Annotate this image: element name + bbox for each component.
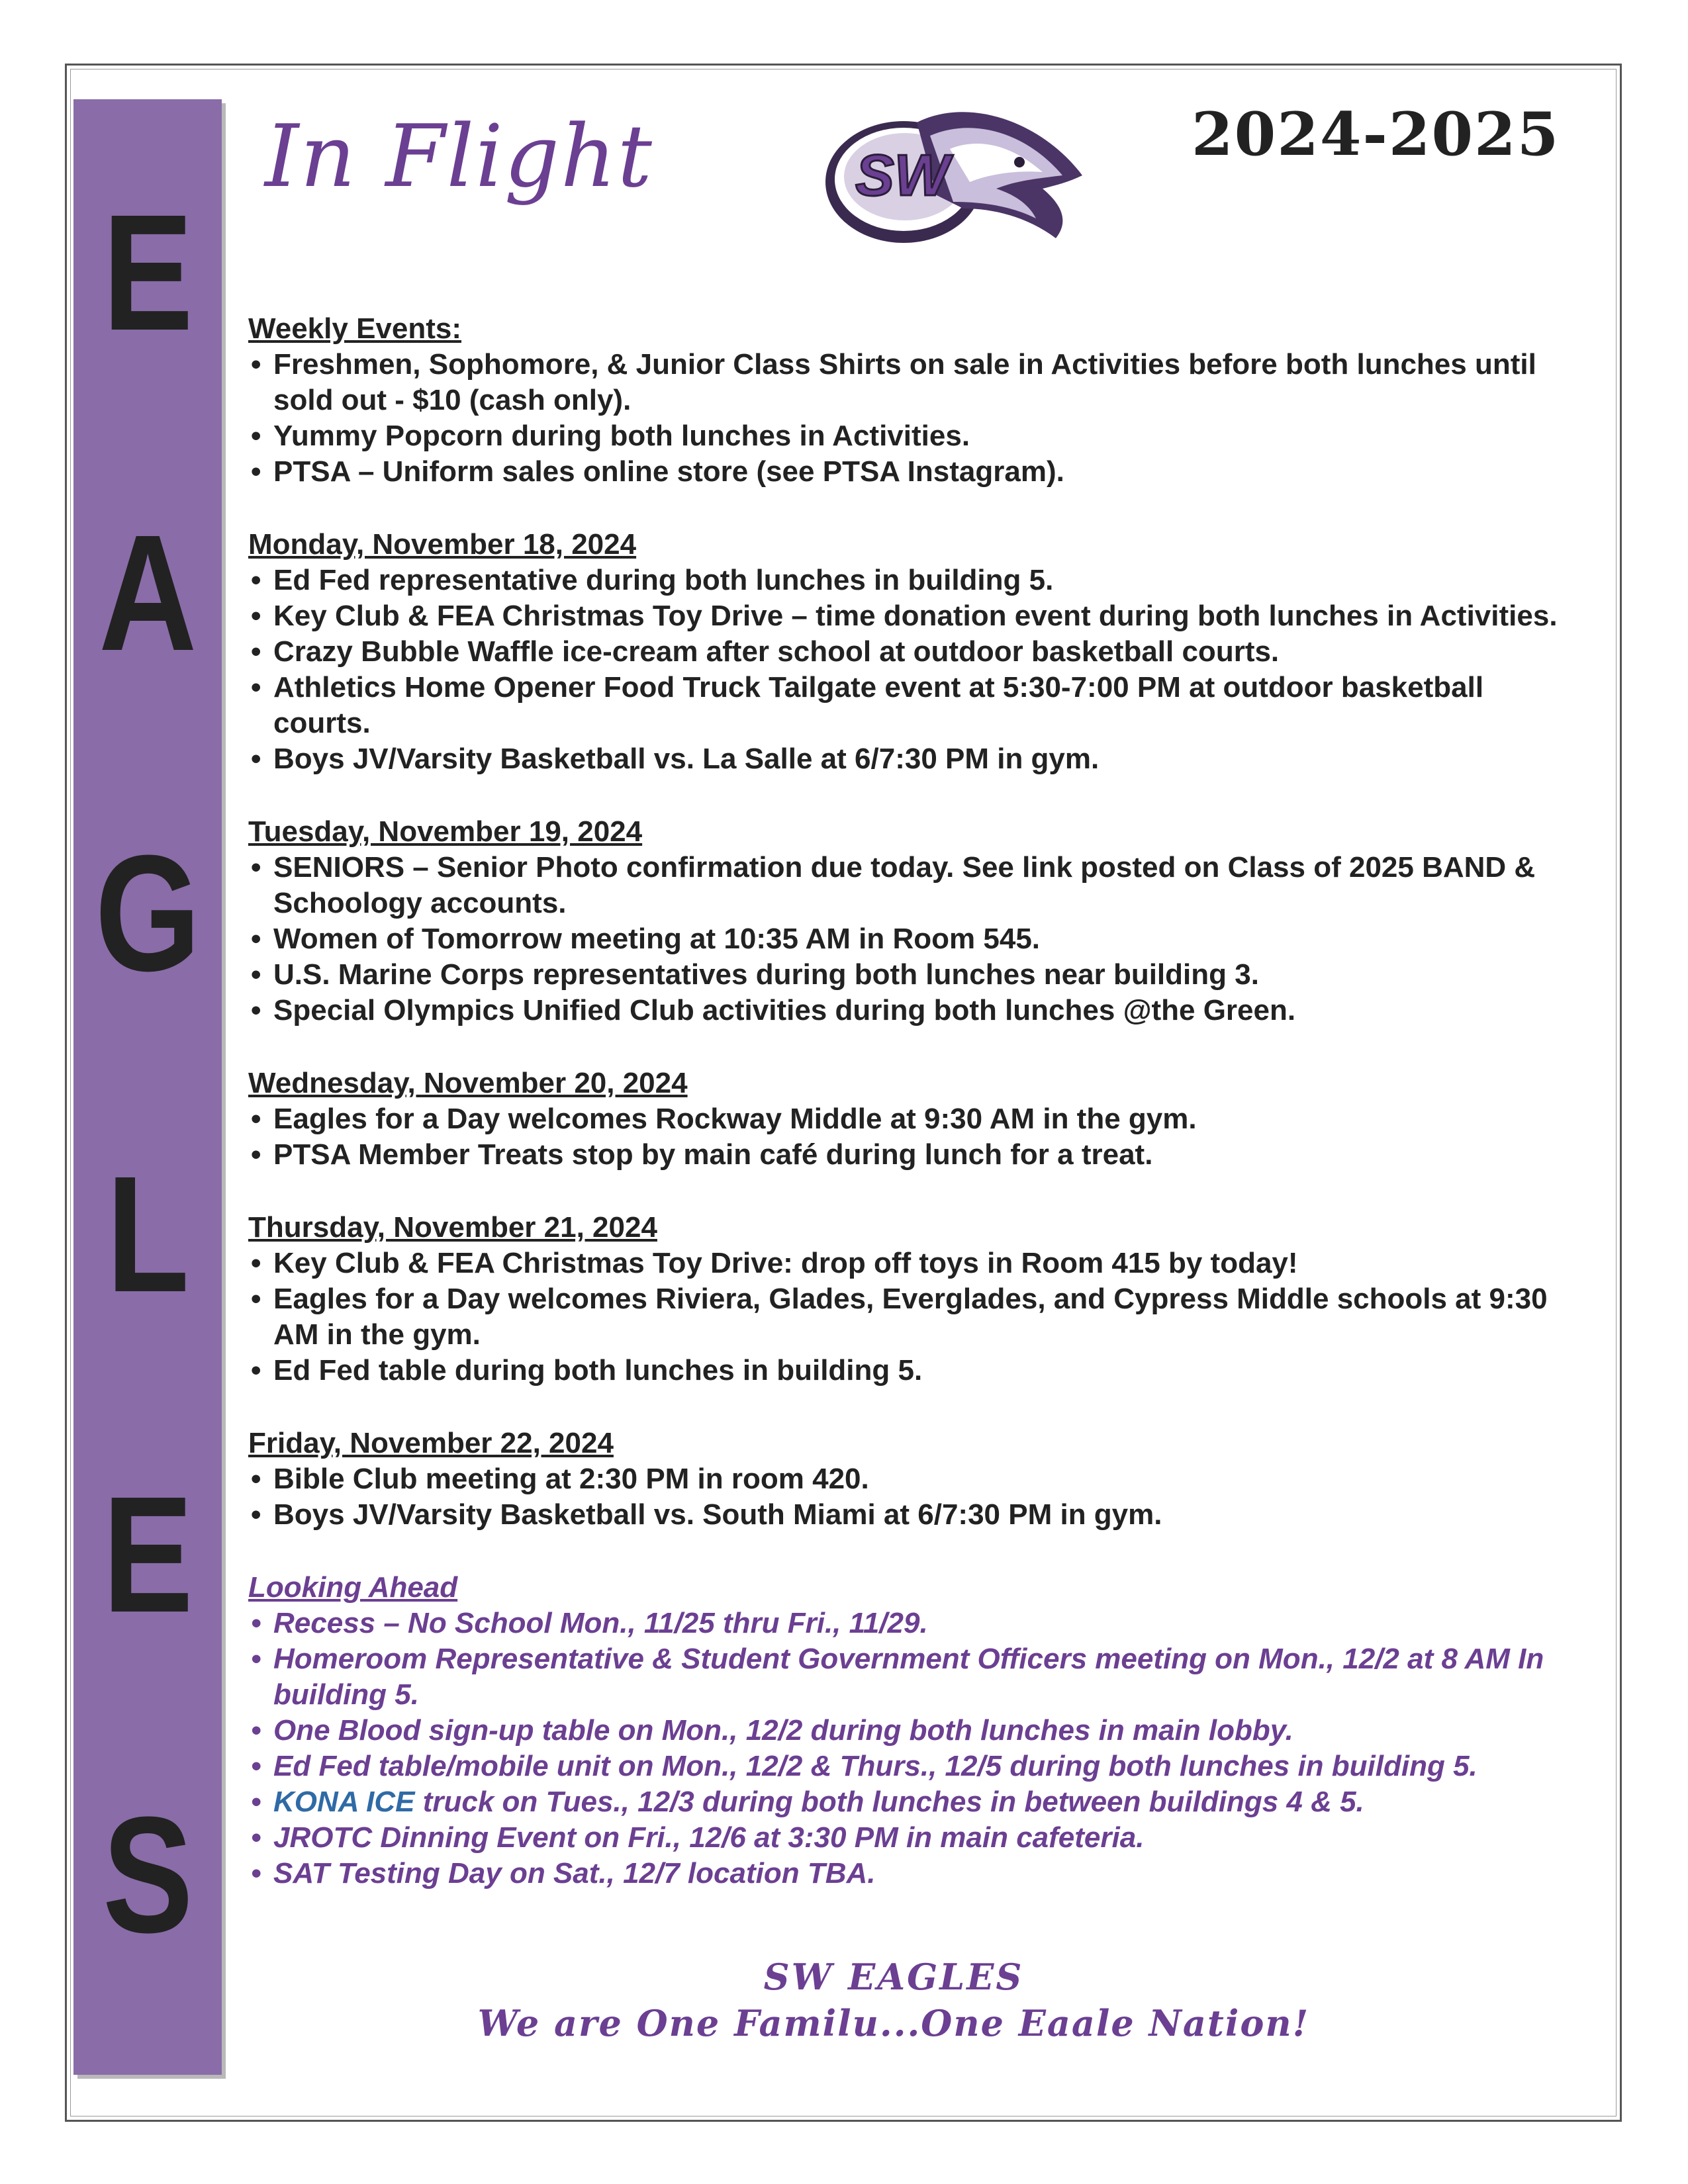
footer-title: SW EAGLES	[763, 1956, 1024, 1998]
section-heading: Wednesday, November 20, 2024	[248, 1067, 688, 1099]
list-item: • Athletics Home Opener Food Truck Tailgate event at 5:30-7:00 PM at outdoor basketball courts.	[251, 671, 1484, 739]
sidebar-letter: S	[102, 1782, 193, 1967]
newsletter-title: In Flight	[265, 106, 653, 206]
list-item: • U.S. Marine Corps representatives during both lunches near building 3.	[251, 958, 1259, 991]
list-item: • Key Club & FEA Christmas Toy Drive: drop off toys in Room 415 by today!	[251, 1247, 1298, 1279]
sidebar-letter: A	[98, 500, 197, 686]
list-item: • Key Club & FEA Christmas Toy Drive – time donation event during both lunches in Activities.	[251, 600, 1558, 632]
section-tuesday	[248, 814, 1566, 1028]
section-friday	[248, 1426, 1566, 1533]
list-item: • Freshmen, Sophomore, & Junior Class Shirts on sale in Activities before both lunches until sold out - $10 (cash only).	[251, 348, 1536, 416]
list-item: • KONA ICE truck on Tues., 12/3 during both lunches in between buildings 4 & 5.	[251, 1786, 1364, 1818]
list-item: • Special Olympics Unified Club activities during both lunches @the Green.	[251, 994, 1296, 1026]
list-item: • PTSA Member Treats stop by main café during lunch for a treat.	[251, 1138, 1153, 1171]
sidebar-letter: G	[95, 821, 201, 1006]
list-item: • SAT Testing Day on Sat., 12/7 location TBA.	[251, 1857, 876, 1889]
events-content	[248, 311, 1566, 1929]
list-item: • Ed Fed table during both lunches in building 5.	[251, 1354, 923, 1387]
section-heading: Thursday, November 21, 2024	[248, 1211, 657, 1244]
list-item: • Homeroom Representative & Student Government Officers meeting on Mon., 12/2 at 8 AM In building 5.	[251, 1643, 1544, 1711]
list-item: • Eagles for a Day welcomes Rockway Middle at 9:30 AM in the gym.	[251, 1103, 1197, 1135]
list-item: • PTSA – Uniform sales online store (see PTSA Instagram).	[251, 455, 1064, 488]
sidebar-letter: E	[102, 180, 193, 365]
list-item: • JROTC Dinning Event on Fri., 12/6 at 3:30 PM in main cafeteria.	[251, 1821, 1145, 1854]
kona-ice-highlight: KONA ICE	[273, 1786, 415, 1818]
section-thursday	[248, 1210, 1566, 1388]
footer-slogan: We are One Familu...One Eaale Nation!	[477, 2002, 1310, 2044]
sidebar-letter: E	[102, 1461, 193, 1647]
logo-text: SW	[855, 142, 949, 208]
section-heading: Monday, November 18, 2024	[248, 528, 637, 561]
eagle-logo	[818, 96, 1102, 258]
list-item: • Ed Fed table/mobile unit on Mon., 12/2 & Thurs., 12/5 during both lunches in building 5.	[251, 1750, 1477, 1782]
list-item: • Women of Tomorrow meeting at 10:35 AM in Room 545.	[251, 923, 1041, 955]
section-heading: Looking Ahead	[248, 1571, 458, 1604]
list-item: • Eagles for a Day welcomes Riviera, Glades, Everglades, and Cypress Middle schools at 9:30 AM in the gym.	[251, 1283, 1548, 1351]
list-item: • SENIORS – Senior Photo confirmation due today. See link posted on Class of 2025 BAND & Schoology accounts.	[251, 851, 1536, 919]
school-year: 2024-2025	[1192, 99, 1560, 169]
list-item: • Ed Fed representative during both lunches in building 5.	[251, 564, 1054, 596]
list-item: • One Blood sign-up table on Mon., 12/2 during both lunches in main lobby.	[251, 1714, 1293, 1747]
list-item: • Yummy Popcorn during both lunches in Activities.	[251, 420, 970, 452]
list-item: • Bible Club meeting at 2:30 PM in room 420.	[251, 1463, 869, 1495]
section-monday	[248, 527, 1566, 777]
section-heading: Friday, November 22, 2024	[248, 1427, 614, 1459]
section-heading: Weekly Events:	[248, 312, 462, 345]
sidebar-letter: L	[106, 1141, 189, 1326]
list-item: • Boys JV/Varsity Basketball vs. La Salle at 6/7:30 PM in gym.	[251, 743, 1100, 775]
section-weekly-events	[248, 311, 1566, 490]
eagles-sidebar	[73, 99, 222, 2075]
section-wednesday	[248, 1066, 1566, 1173]
section-heading: Tuesday, November 19, 2024	[248, 815, 643, 848]
section-looking-ahead	[248, 1570, 1566, 1891]
list-item: • Crazy Bubble Waffle ice-cream after school at outdoor basketball courts.	[251, 635, 1280, 668]
list-item: • Recess – No School Mon., 11/25 thru Fri., 11/29.	[251, 1607, 928, 1639]
list-item: • Boys JV/Varsity Basketball vs. South Miami at 6/7:30 PM in gym.	[251, 1498, 1162, 1531]
